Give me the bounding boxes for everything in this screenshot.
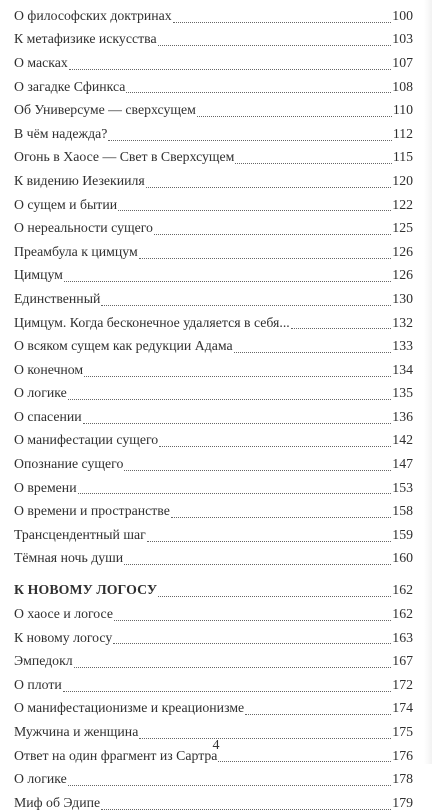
toc-dot-leader xyxy=(245,714,391,715)
toc-entry-page: 142 xyxy=(392,432,413,448)
toc-main-list xyxy=(14,1,413,567)
toc-entry-page: 112 xyxy=(392,125,413,141)
toc-dot-leader xyxy=(68,399,392,400)
toc-entry-title: Цимцум xyxy=(14,267,63,283)
toc-entry-title: О всяком сущем как редукции Адама xyxy=(14,338,233,354)
toc-entry xyxy=(14,473,413,497)
toc-dot-leader xyxy=(147,541,392,542)
toc-entry-page: 136 xyxy=(392,408,413,424)
toc-dot-leader xyxy=(124,564,391,565)
toc-entry xyxy=(14,599,413,623)
toc-entry-title: К новому логосу xyxy=(14,629,113,645)
toc-dot-leader xyxy=(63,691,391,692)
toc-entry xyxy=(14,788,413,812)
toc-entry xyxy=(14,261,413,285)
toc-entry-title: О времени и пространстве xyxy=(14,503,170,519)
toc-dot-leader xyxy=(126,92,391,93)
toc-entry-title: О логике xyxy=(14,771,67,787)
toc-entry-title: Трансцендентный шаг xyxy=(14,526,146,542)
toc-entry-page: 158 xyxy=(392,503,413,519)
toc-section-heading xyxy=(14,575,413,599)
toc-entry-title: Мужчина и женщина xyxy=(14,724,139,740)
toc-dot-leader xyxy=(113,643,391,644)
toc-dot-leader xyxy=(218,761,391,762)
toc-entry-title: О философских доктринах xyxy=(14,7,172,23)
toc-section-page: 162 xyxy=(392,582,413,598)
toc-entry-page: 178 xyxy=(392,771,413,787)
toc-dot-leader xyxy=(139,258,392,259)
toc-entry-title: Огонь в Хаосе — Свет в Сверхсущем xyxy=(14,149,235,165)
toc-entry xyxy=(14,119,413,143)
toc-entry xyxy=(14,284,413,308)
toc-entry-title: О плоти xyxy=(14,676,62,692)
toc-entry-title: О спасении xyxy=(14,408,82,424)
toc-entry xyxy=(14,496,413,520)
toc-dot-leader xyxy=(74,667,392,668)
toc-entry xyxy=(14,670,413,694)
toc-entry xyxy=(14,694,413,718)
page-edge-shadow xyxy=(424,0,432,764)
toc-entry-title: О времени xyxy=(14,479,77,495)
toc-entry xyxy=(14,48,413,72)
toc-entry-page: 115 xyxy=(392,149,413,165)
toc-dot-leader xyxy=(64,281,391,282)
toc-entry-title: Эмпедокл xyxy=(14,653,73,669)
toc-entry-title: Ответ на один фрагмент из Сартра xyxy=(14,747,218,763)
toc-entry xyxy=(14,402,413,426)
toc-dot-leader xyxy=(197,116,392,117)
toc-entry xyxy=(14,95,413,119)
toc-entry-page: 107 xyxy=(392,54,413,70)
toc-entry-page: 100 xyxy=(392,7,413,23)
toc-entry-page: 133 xyxy=(392,338,413,354)
toc-entry xyxy=(14,544,413,568)
toc-entry-title: О конечном xyxy=(14,361,84,377)
toc-entry xyxy=(14,449,413,473)
toc-entry xyxy=(14,331,413,355)
toc-entry xyxy=(14,72,413,96)
table-of-contents xyxy=(14,1,413,812)
toc-section-title: К НОВОМУ ЛОГОСУ xyxy=(14,582,158,598)
toc-entry-page: 167 xyxy=(392,653,413,669)
toc-entry-page: 130 xyxy=(392,290,413,306)
toc-entry xyxy=(14,1,413,25)
toc-dot-leader xyxy=(146,187,392,188)
toc-entry-title: К видению Иезекииля xyxy=(14,172,145,188)
toc-dot-leader xyxy=(69,69,391,70)
toc-entry-page: 159 xyxy=(392,526,413,542)
toc-entry-title: К метафизике искусства xyxy=(14,31,157,47)
toc-dot-leader xyxy=(83,423,392,424)
toc-entry xyxy=(14,646,413,670)
toc-entry xyxy=(14,237,413,261)
toc-entry-page: 172 xyxy=(392,676,413,692)
toc-entry-page: 126 xyxy=(392,243,413,259)
toc-entry-title: Тёмная ночь души xyxy=(14,550,124,566)
toc-entry xyxy=(14,426,413,450)
toc-entry-page: 153 xyxy=(392,479,413,495)
toc-entry-title: В чём надежда? xyxy=(14,125,108,141)
toc-section-list xyxy=(14,599,413,811)
toc-entry-title: Миф об Эдипе xyxy=(14,794,101,810)
toc-entry-title: О манифестационизме и креационизме xyxy=(14,700,245,716)
toc-entry-title: О масках xyxy=(14,54,68,70)
toc-entry-page: 134 xyxy=(392,361,413,377)
toc-entry-title: О хаосе и логосе xyxy=(14,606,113,622)
toc-dot-leader xyxy=(154,234,391,235)
toc-dot-leader xyxy=(171,517,391,518)
toc-entry-title: Единственный xyxy=(14,290,101,306)
toc-entry-title: О загадке Сфинкса xyxy=(14,78,126,94)
toc-entry-title: Опознание сущего xyxy=(14,456,124,472)
toc-entry-page: 162 xyxy=(392,606,413,622)
toc-entry-page: 135 xyxy=(392,385,413,401)
toc-entry-title: О нереальности сущего xyxy=(14,220,153,236)
toc-entry-page: 125 xyxy=(392,220,413,236)
toc-entry xyxy=(14,213,413,237)
page-number: 4 xyxy=(212,738,220,753)
toc-dot-leader xyxy=(101,305,391,306)
toc-entry-page: 163 xyxy=(392,629,413,645)
toc-entry-page: 147 xyxy=(392,456,413,472)
toc-entry xyxy=(14,143,413,167)
toc-entry-title: О манифестации сущего xyxy=(14,432,159,448)
toc-dot-leader xyxy=(108,140,391,141)
toc-entry-page: 103 xyxy=(392,31,413,47)
toc-dot-leader xyxy=(173,22,392,23)
toc-entry-title: О логике xyxy=(14,385,67,401)
toc-dot-leader xyxy=(114,620,391,621)
toc-entry-page: 108 xyxy=(392,78,413,94)
toc-entry-page: 120 xyxy=(392,172,413,188)
toc-dot-leader xyxy=(101,809,391,810)
toc-entry-page: 122 xyxy=(392,196,413,212)
toc-dot-leader xyxy=(159,446,391,447)
toc-entry xyxy=(14,379,413,403)
toc-entry-page: 179 xyxy=(392,794,413,810)
toc-dot-leader xyxy=(235,163,391,164)
toc-entry-title: Цимцум. Когда бесконечное удаляется в себя... xyxy=(14,314,290,330)
toc-entry xyxy=(14,25,413,49)
toc-entry-page: 175 xyxy=(392,724,413,740)
toc-entry-page: 176 xyxy=(392,747,413,763)
toc-entry xyxy=(14,190,413,214)
toc-entry xyxy=(14,520,413,544)
toc-dot-leader xyxy=(158,45,392,46)
toc-dot-leader xyxy=(78,493,392,494)
toc-entry xyxy=(14,764,413,788)
toc-entry-page: 174 xyxy=(392,700,413,716)
toc-entry-page: 126 xyxy=(392,267,413,283)
toc-dot-leader xyxy=(158,596,391,597)
toc-entry-page: 110 xyxy=(392,102,413,118)
toc-dot-leader xyxy=(291,328,392,329)
toc-entry xyxy=(14,355,413,379)
toc-entry-page: 132 xyxy=(392,314,413,330)
toc-dot-leader xyxy=(118,210,391,211)
toc-entry xyxy=(14,166,413,190)
toc-entry-title: Преамбула к цимцум xyxy=(14,243,138,259)
toc-dot-leader xyxy=(68,785,392,786)
toc-entry xyxy=(14,308,413,332)
toc-entry xyxy=(14,623,413,647)
toc-dot-leader xyxy=(84,376,391,377)
toc-entry-title: Об Универсуме — сверхсущем xyxy=(14,102,196,118)
toc-dot-leader xyxy=(234,352,392,353)
toc-dot-leader xyxy=(124,470,391,471)
toc-entry-page: 160 xyxy=(392,550,413,566)
toc-entry-title: О сущем и бытии xyxy=(14,196,118,212)
